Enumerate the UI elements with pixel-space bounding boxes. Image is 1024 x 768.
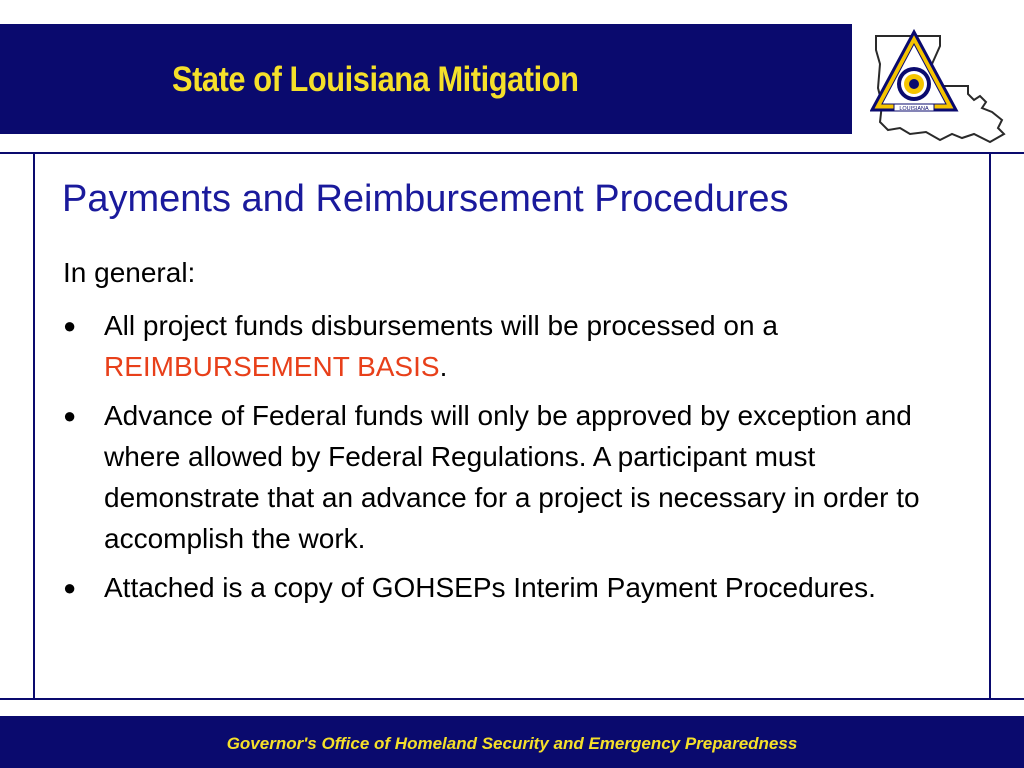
bullet-item (63, 305, 943, 387)
bullet-text: Advance of Federal funds will only be approved by exception and where allowed by Federal Regulations. A participant must demonstrate that an advance for a project is necessary in order to accomplish the work. (104, 400, 920, 554)
louisiana-state-seal-logo (870, 24, 1010, 148)
slide-title: Payments and Reimbursement Procedures (62, 178, 789, 220)
intro-text: In general: (63, 257, 196, 288)
content-frame-top (0, 152, 1024, 154)
bullet-text: All project funds disbursements will be processed on a (104, 310, 778, 341)
logo-banner-text: LOUISIANA (899, 106, 929, 112)
header-title: State of Louisiana Mitigation (172, 60, 579, 99)
bullet-list (63, 305, 943, 616)
bullet-icon: ● (63, 313, 77, 338)
bullet-icon: ● (63, 575, 77, 600)
bullet-item (63, 567, 943, 608)
bullet-text-end: . (439, 351, 448, 382)
content-frame-bottom (0, 698, 1024, 700)
bullet-icon: ● (63, 403, 77, 428)
footer-text: Governor's Office of Homeland Security and Emergency Preparedness (226, 734, 798, 753)
bullet-text: Attached is a copy of GOHSEPs Interim Payment Procedures. (104, 572, 876, 603)
content-frame-right (989, 152, 991, 700)
bullet-item (63, 395, 943, 559)
bullet-highlight: REIMBURSEMENT BASIS (104, 351, 440, 382)
content-frame-left (33, 152, 35, 700)
